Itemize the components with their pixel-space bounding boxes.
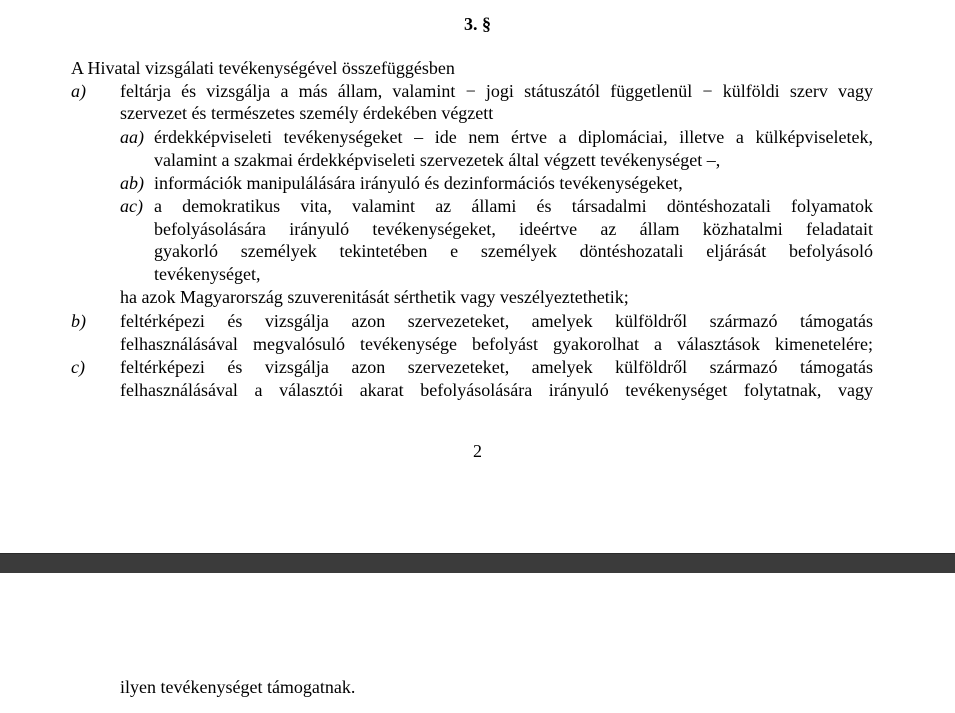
point-a-line: szervezet és természetes személy érdekében végzett (120, 103, 494, 123)
sub-ac-label: ac) (120, 196, 143, 216)
point-c-label: c) (71, 357, 85, 377)
sub-aa-label: aa) (120, 127, 144, 147)
point-a-closing: ha azok Magyarország szuverenitását sérthetik vagy veszélyeztethetik; (120, 287, 629, 307)
sub-aa-line: valamint a szakmai érdekképviseleti szervezetek által végzett tevékenységet –, (154, 150, 721, 170)
intro-text: A Hivatal vizsgálati tevékenységével összefüggésben (71, 58, 455, 78)
page-number: 2 (473, 441, 482, 461)
sub-aa-line: érdekképviseleti tevékenységeket – ide nem értve a diplomáciai, illetve a külképviseletek, (154, 127, 873, 147)
point-a-label: a) (71, 81, 86, 101)
next-page-text: ilyen tevékenységet támogatnak. (120, 677, 356, 697)
sub-ab-line: információk manipulálására irányuló és dezinformációs tevékenységeket, (154, 173, 683, 193)
page-separator (0, 553, 955, 573)
point-c-line: felhasználásával a választói akarat befolyásolására irányuló tevékenységet folytatnak, vagy (120, 380, 873, 400)
point-b-line: feltérképezi és vizsgálja azon szervezeteket, amelyek külföldről származó támogatás (120, 311, 873, 331)
point-b-line: felhasználásával megvalósuló tevékenysége befolyást gyakorolhat a választások kimenetelére; (120, 334, 873, 354)
sub-ab-label: ab) (120, 173, 144, 193)
next-document-page (0, 573, 955, 713)
point-c-line: feltérképezi és vizsgálja azon szervezeteket, amelyek külföldről származó támogatás (120, 357, 873, 377)
sub-ac-line: befolyásolására irányuló tevékenységeket, ideértve az állam közhatalmi feladatait (154, 219, 873, 239)
sub-ac-line: a demokratikus vita, valamint az állami és társadalmi döntéshozatali folyamatok (154, 196, 873, 216)
point-b-label: b) (71, 311, 86, 331)
point-a-line: feltárja és vizsgálja a más állam, valamint − jogi státuszától függetlenül − külföldi szerv vagy (120, 81, 873, 101)
sub-ac-line: gyakorló személyek tekintetében e személyek döntéshozatali eljárását befolyásoló (154, 241, 873, 261)
sub-ac-line: tevékenységet, (154, 264, 261, 284)
section-heading: 3. § (464, 14, 491, 34)
